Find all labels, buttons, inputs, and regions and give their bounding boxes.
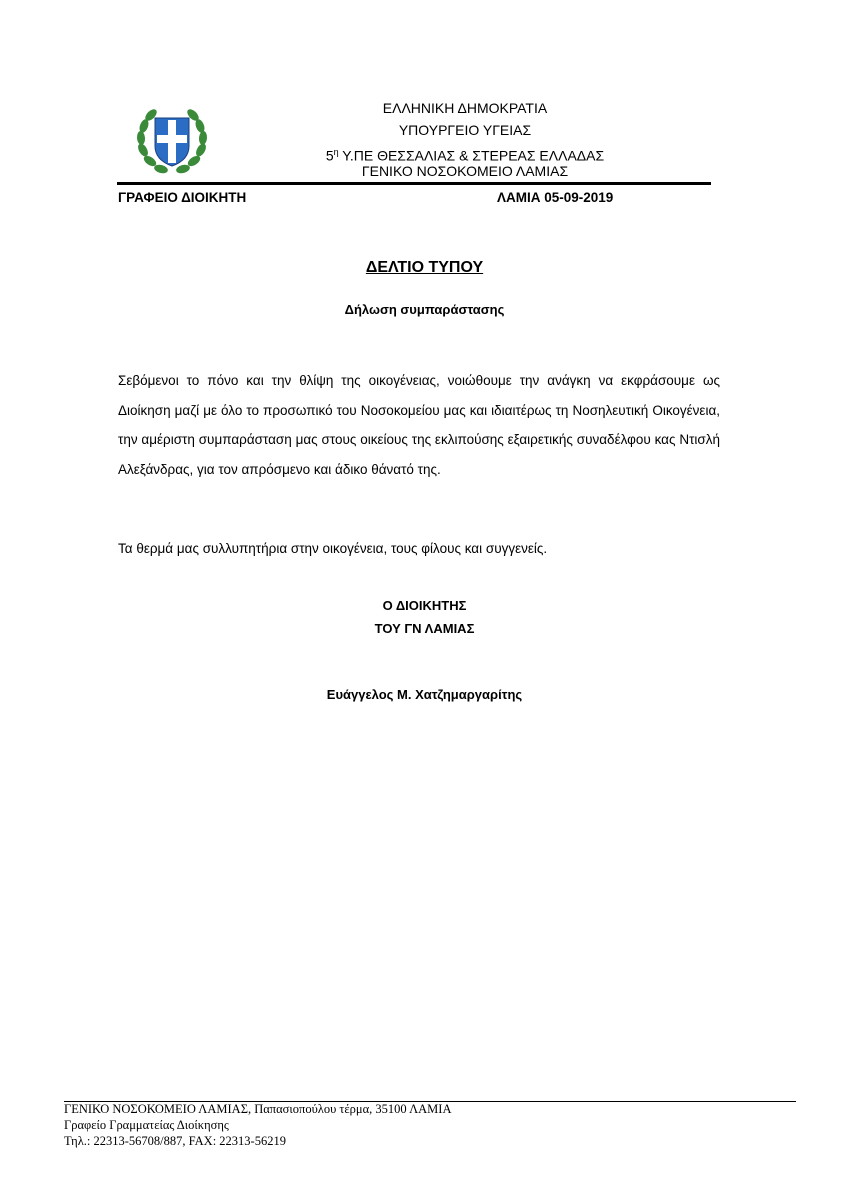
- footer-office: Γραφείο Γραμματείας Διοίκησης: [64, 1118, 229, 1132]
- place-date: ΛΑΜΙΑ 05-09-2019: [497, 190, 614, 205]
- body-paragraph: Σεβόμενοι το πόνο και την θλίψη της οικογένειας, νοιώθουμε την ανάγκη να εκφράσουμε ως Διοίκηση μαζί με όλο το προσωπικό του Νοσοκομείου μας και ιδιαιτέρως τη Νοσηλευτική Οικογένεια, την αμέριστη συμπαράσταση μας στους οικείους της εκλιπούσης εξαιρετικής συναδέλφου κας Ντισλή Αλεξάνδρας, για τον απρόσμενο και άδικο θάνατό της.: [118, 373, 720, 477]
- footer-address: ΓΕΝΙΚΟ ΝΟΣΟΚΟΜΕΙΟ ΛΑΜΙΑΣ, Παπασιοπούλου τέρμα, 35100 ΛΑΜΙΑ: [64, 1102, 452, 1116]
- header-hospital: ΓΕΝΙΚΟ ΝΟΣΟΚΟΜΕΙΟ ΛΑΜΙΑΣ: [361, 163, 569, 179]
- header-country: ΕΛΛΗΝΙΚΗ ΔΗΜΟΚΡΑΤΙΑ: [382, 100, 548, 116]
- office-label: ΓΡΑΦΕΙΟ ΔΙΟΙΚΗΤΗ: [118, 190, 247, 205]
- condolences-paragraph: Τα θερμά μας συλλυπητήρια στην οικογένεια, τους φίλους και συγγενείς.: [118, 541, 548, 556]
- signature-name: Ευάγγελος Μ. Χατζημαργαρίτης: [326, 687, 523, 702]
- signature-role-line2: ΤΟΥ ΓΝ ΛΑΜΙΑΣ: [374, 621, 475, 636]
- signature-role-line1: Ο ΔΙΟΙΚΗΤΗΣ: [382, 598, 467, 613]
- header-ministry: ΥΠΟΥΡΓΕΙΟ ΥΓΕΙΑΣ: [398, 122, 532, 138]
- footer-contact: Τηλ.: 22313-56708/887, FAX: 22313-56219: [64, 1134, 286, 1148]
- greek-coat-of-arms-icon: [133, 102, 211, 180]
- document-title: ΔΕΛΤΙΟ ΤΥΠΟΥ: [365, 259, 484, 276]
- header-health-region: $5^\eta$ Υ.ΠΕ ΘΕΣΣΑΛΙΑΣ & ΣΤΕΡΕΑΣ ΕΛΛΑΔΑΣ: [325, 147, 605, 164]
- document-subtitle: Δήλωση συμπαράστασης: [344, 302, 505, 317]
- header-divider: [117, 182, 711, 185]
